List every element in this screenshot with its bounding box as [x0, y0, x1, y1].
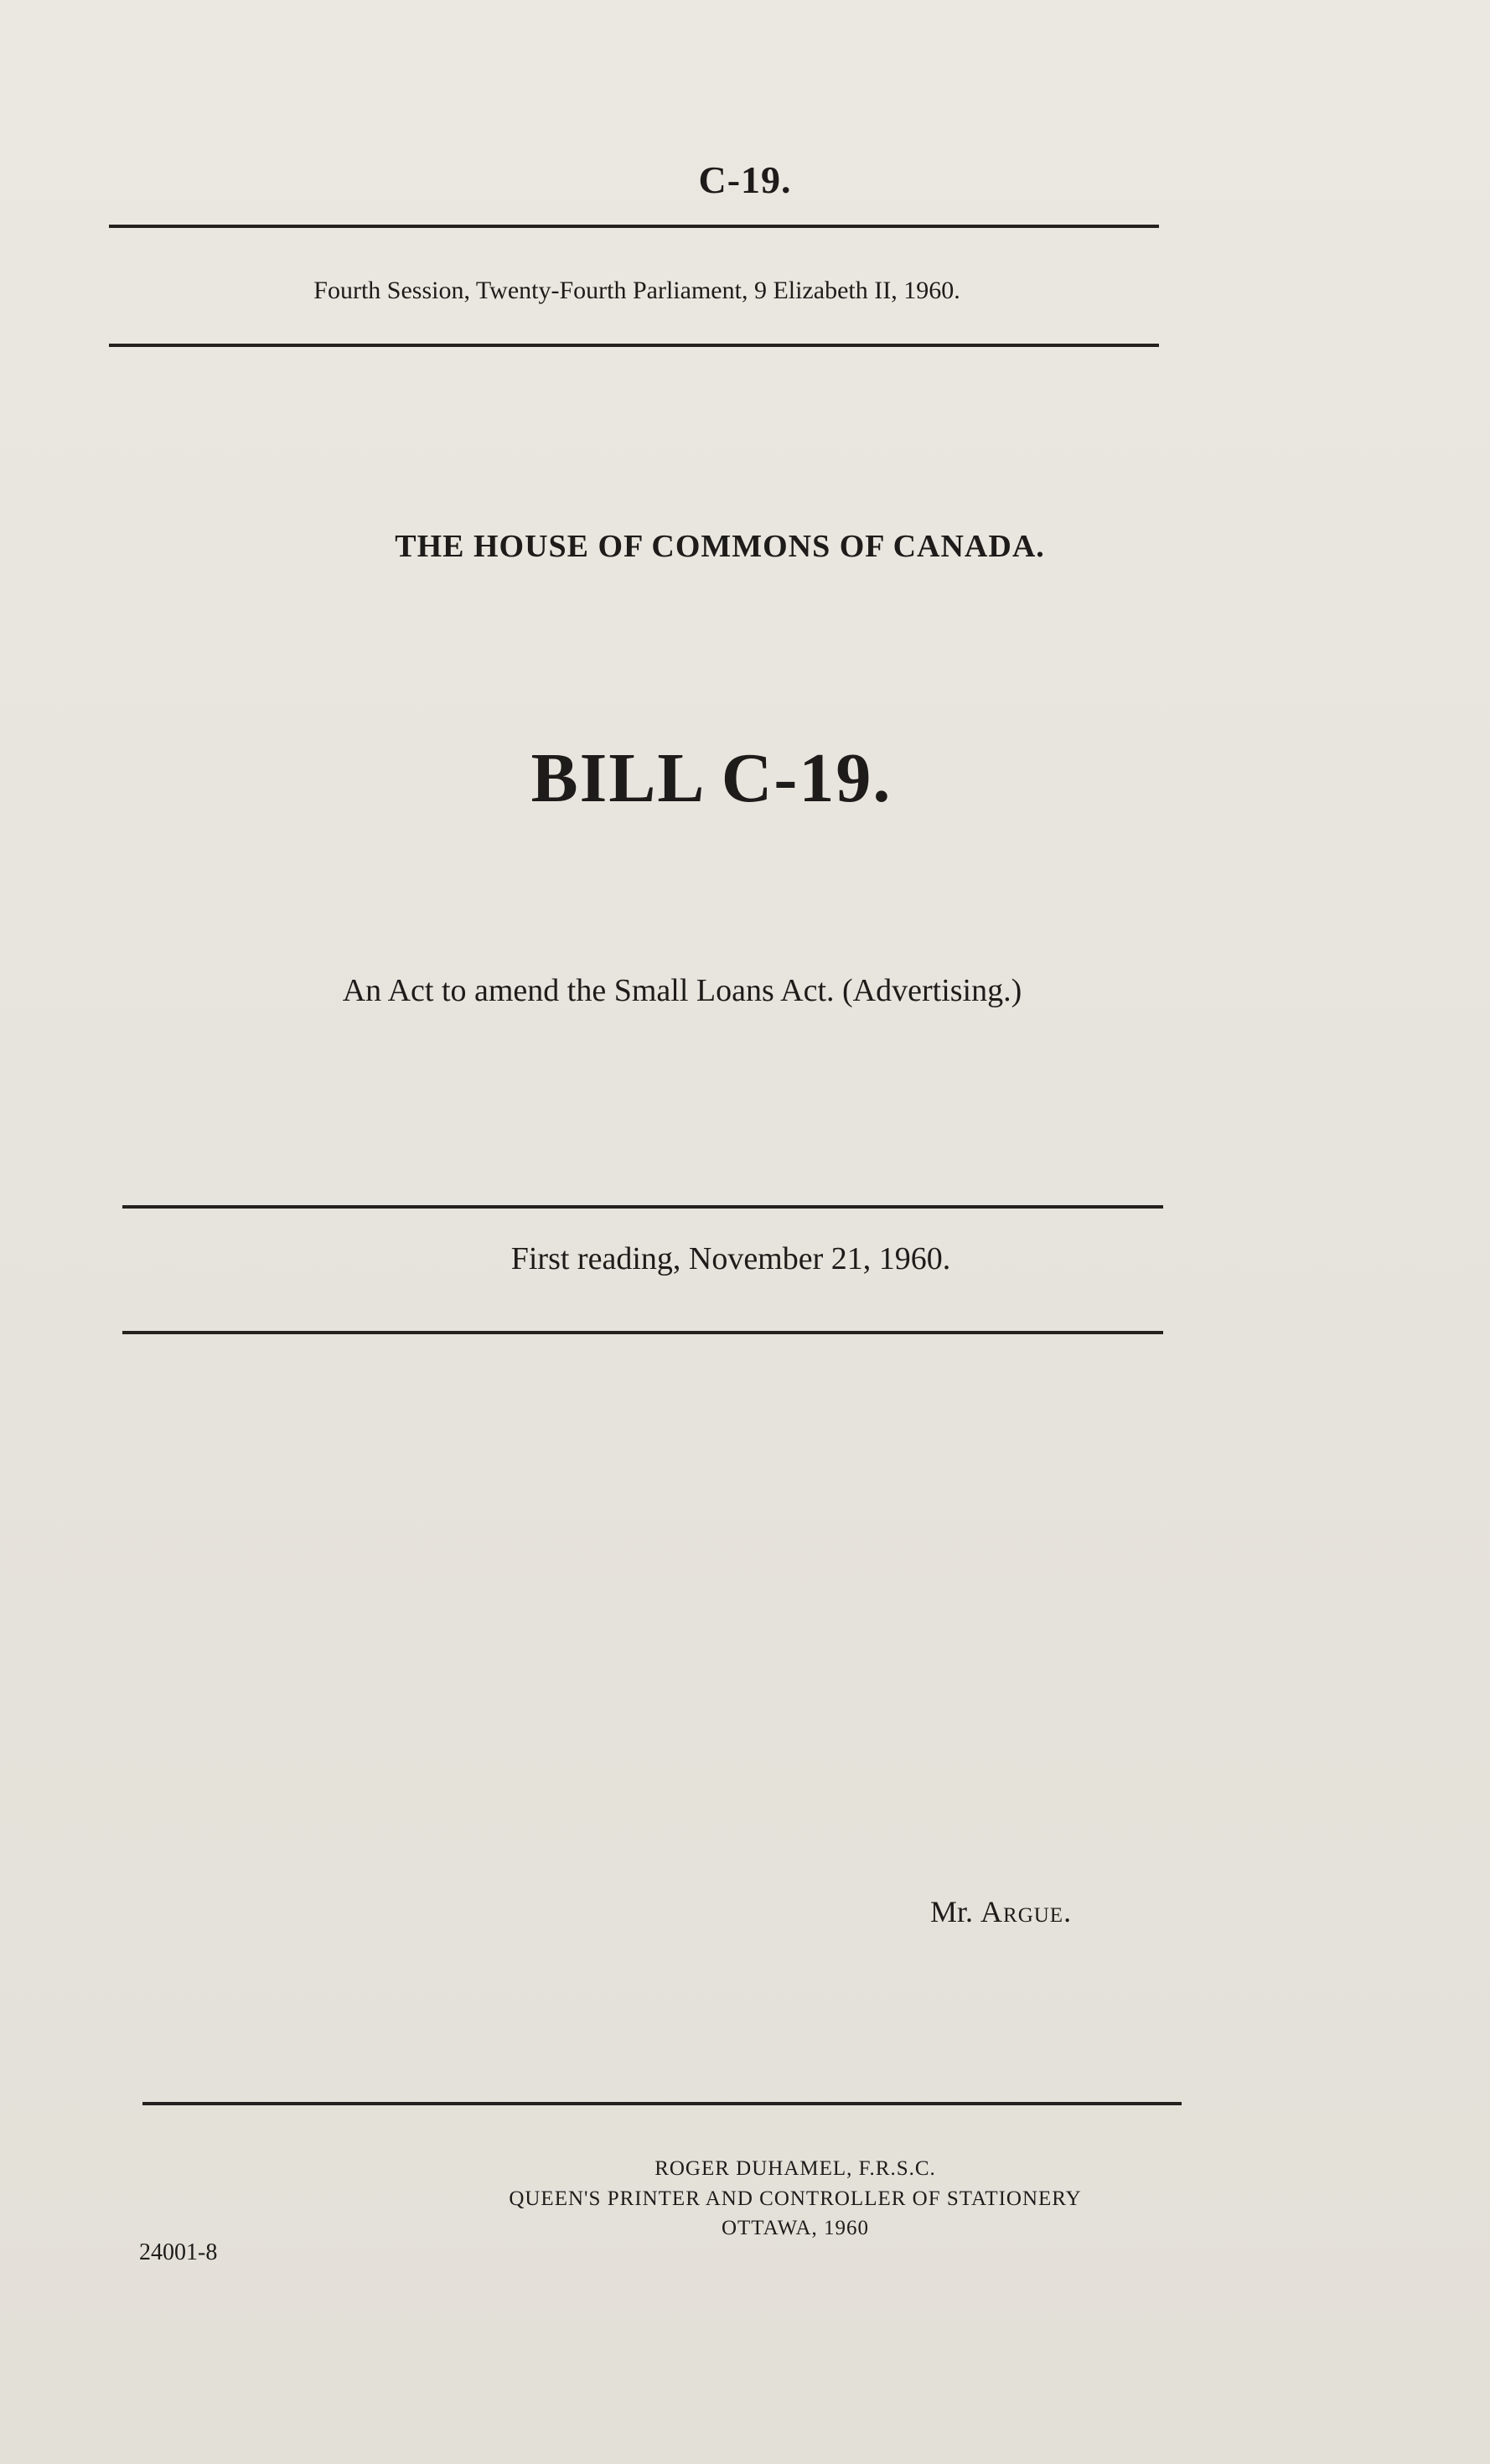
act-title: An Act to amend the Small Loans Act. (Advertising.)	[342, 973, 1022, 1008]
bill-title: BILL C-19.	[530, 739, 892, 817]
reading-rule-upper	[122, 1205, 1163, 1209]
top-rule-lower	[109, 344, 1159, 347]
first-reading-line: First reading, November 21, 1960.	[510, 1241, 951, 1276]
document-code: 24001-8	[139, 2239, 218, 2265]
sponsor-name: Argue.	[980, 1895, 1073, 1928]
house-heading: THE HOUSE OF COMMONS OF CANADA.	[395, 529, 1045, 564]
sponsor-prefix: Mr.	[930, 1895, 981, 1928]
printer-title: QUEEN'S PRINTER AND CONTROLLER OF STATIONERY	[509, 2187, 1082, 2210]
printer-city: OTTAWA, 1960	[721, 2217, 870, 2239]
reading-rule-lower	[122, 1331, 1163, 1334]
top-rule-upper	[109, 225, 1159, 228]
bill-number-heading: C-19.	[698, 158, 792, 201]
footer-rule	[142, 2102, 1182, 2105]
printer-name: ROGER DUHAMEL, F.R.S.C.	[654, 2157, 936, 2180]
sponsor-line	[930, 1894, 1072, 1929]
session-line: Fourth Session, Twenty-Fourth Parliament, 9 Elizabeth II, 1960.	[313, 277, 960, 304]
